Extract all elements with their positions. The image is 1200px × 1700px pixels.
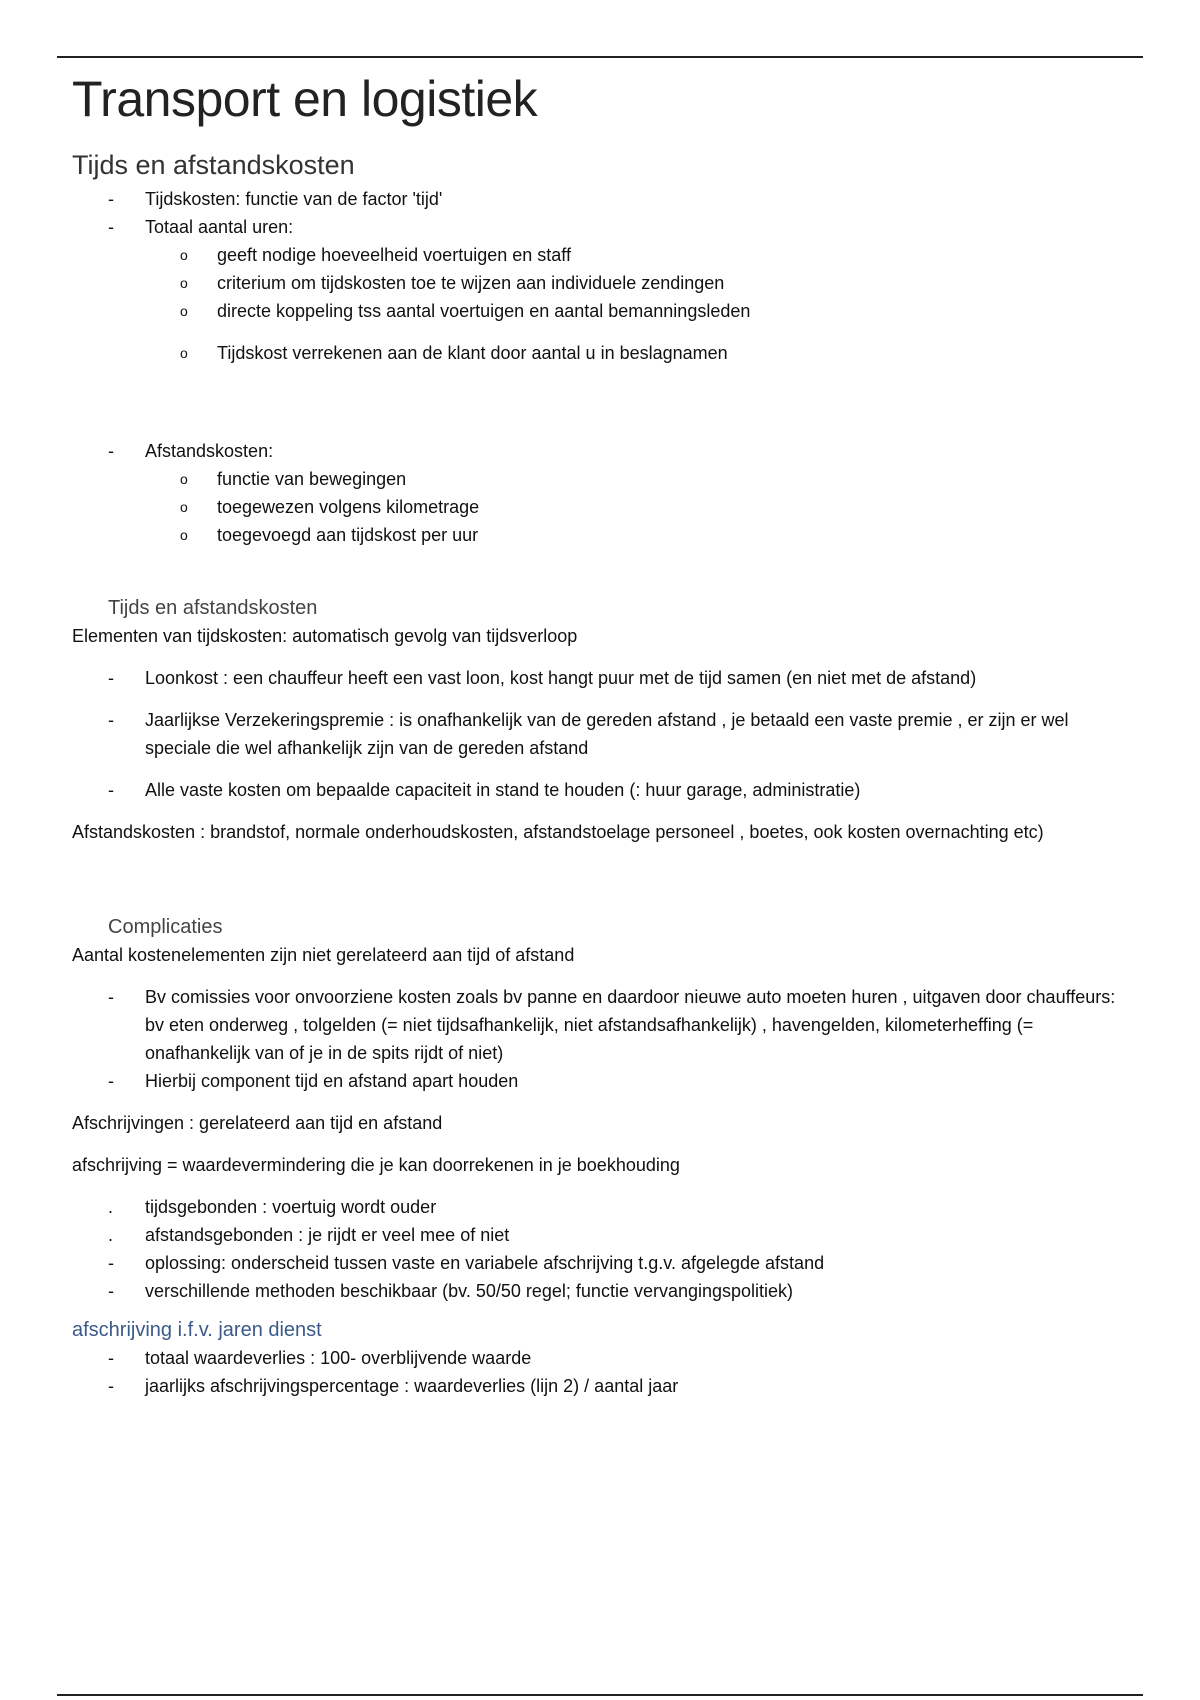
dash-marker: -	[108, 987, 114, 1007]
dash-marker: -	[108, 217, 114, 237]
complicaties-list	[72, 983, 1132, 1095]
dash-marker: -	[108, 668, 114, 688]
dash-marker: -	[108, 1071, 114, 1091]
sub-list-item: o criterium om tijdskosten toe te wijzen aan individuele zendingen	[72, 269, 1132, 297]
afstandskosten-list	[72, 437, 1132, 549]
dash-marker: -	[108, 1281, 114, 1301]
dash-marker: -	[108, 1376, 114, 1396]
sub-list-item: o geeft nodige hoeveelheid voertuigen en staff	[72, 241, 1132, 269]
dash-marker: -	[108, 1348, 114, 1368]
circle-bullet-icon: o	[180, 303, 188, 319]
list-item: - Tijdskosten: functie van de factor 'tijd'	[72, 185, 1132, 213]
sub-list-item: o functie van bewegingen	[72, 465, 1132, 493]
list-item: - Bv comissies voor onvoorziene kosten zoals bv panne en daardoor nieuwe auto moeten huren , uitgaven door chauffeurs: bv eten onderweg , tolgelden (= niet tijdsafhankelijk, niet afstandsafhankelijk) , havengelden, kilometerheffing (= onafhankelijk van of je in de spits rijdt of niet)	[72, 983, 1132, 1067]
list-item: - Hierbij component tijd en afstand apart houden	[72, 1067, 1132, 1095]
list-item: - jaarlijks afschrijvingspercentage : waardeverlies (lijn 2) / aantal jaar	[72, 1372, 1132, 1400]
paragraph-afschrijvingen: Afschrijvingen : gerelateerd aan tijd en afstand	[72, 1113, 443, 1133]
jaren-dienst-list	[72, 1344, 1132, 1400]
circle-bullet-icon: o	[180, 275, 188, 291]
elementen-list	[72, 664, 1132, 804]
paragraph-afschrijving-definitie: afschrijving = waardevermindering die je kan doorrekenen in je boekhouding	[72, 1155, 680, 1175]
circle-bullet-icon: o	[180, 247, 188, 263]
list-item: - verschillende methoden beschikbaar (bv. 50/50 regel; functie vervangingspolitiek)	[72, 1277, 1132, 1305]
subsection-heading-tijds-afstandskosten: Tijds en afstandskosten	[108, 597, 318, 619]
dash-marker: -	[108, 1253, 114, 1273]
dash-marker: -	[108, 710, 114, 730]
bottom-rule	[57, 1694, 1143, 1696]
dot-marker: .	[108, 1225, 114, 1245]
paragraph-kostenelementen: Aantal kostenelementen zijn niet gerelateerd aan tijd of afstand	[72, 945, 575, 965]
paragraph-elementen: Elementen van tijdskosten: automatisch gevolg van tijdsverloop	[72, 626, 578, 646]
paragraph-afstandskosten: Afstandskosten : brandstof, normale onderhoudskosten, afstandstoelage personeel , boetes, ook kosten overnachting etc)	[72, 822, 1044, 842]
tijdskosten-list	[72, 185, 1132, 367]
sub-list-item: o Tijdskost verrekenen aan de klant door aantal u in beslagnamen	[72, 339, 1132, 367]
document-page	[72, 70, 1132, 1400]
subsection-heading-complicaties: Complicaties	[108, 916, 223, 938]
dot-marker: .	[108, 1197, 114, 1217]
circle-bullet-icon: o	[180, 499, 188, 515]
subsection-heading-afschrijving-jaren: afschrijving i.f.v. jaren dienst	[72, 1319, 322, 1341]
sub-list-item: o toegewezen volgens kilometrage	[72, 493, 1132, 521]
afschrijving-list	[72, 1193, 1132, 1305]
circle-bullet-icon: o	[180, 527, 188, 543]
sub-list-item: o toegevoegd aan tijdskost per uur	[72, 521, 1132, 549]
list-item: - oplossing: onderscheid tussen vaste en variabele afschrijving t.g.v. afgelegde afstand	[72, 1249, 1132, 1277]
list-item: - Loonkost : een chauffeur heeft een vast loon, kost hangt puur met de tijd samen (en niet met de afstand)	[72, 664, 1132, 692]
list-item: - totaal waardeverlies : 100- overblijvende waarde	[72, 1344, 1132, 1372]
list-item: - Totaal aantal uren:	[72, 213, 1132, 241]
dash-marker: -	[108, 189, 114, 209]
list-item: - Afstandskosten:	[72, 437, 1132, 465]
sub-list-item: o directe koppeling tss aantal voertuigen en aantal bemanningsleden	[72, 297, 1132, 325]
list-item: - Jaarlijkse Verzekeringspremie : is onafhankelijk van de gereden afstand , je betaald een vaste premie , er zijn er wel speciale die wel afhankelijk zijn van de gereden afstand	[72, 706, 1132, 762]
list-item: . afstandsgebonden : je rijdt er veel mee of niet	[72, 1221, 1132, 1249]
circle-bullet-icon: o	[180, 471, 188, 487]
list-item: - Alle vaste kosten om bepaalde capaciteit in stand te houden (: huur garage, administratie)	[72, 776, 1132, 804]
section-heading-tijds-afstandskosten: Tijds en afstandskosten	[72, 150, 355, 180]
list-item: . tijdsgebonden : voertuig wordt ouder	[72, 1193, 1132, 1221]
circle-bullet-icon: o	[180, 345, 188, 361]
page-title: Transport en logistiek	[72, 71, 538, 127]
dash-marker: -	[108, 441, 114, 461]
top-rule	[57, 56, 1143, 58]
dash-marker: -	[108, 780, 114, 800]
